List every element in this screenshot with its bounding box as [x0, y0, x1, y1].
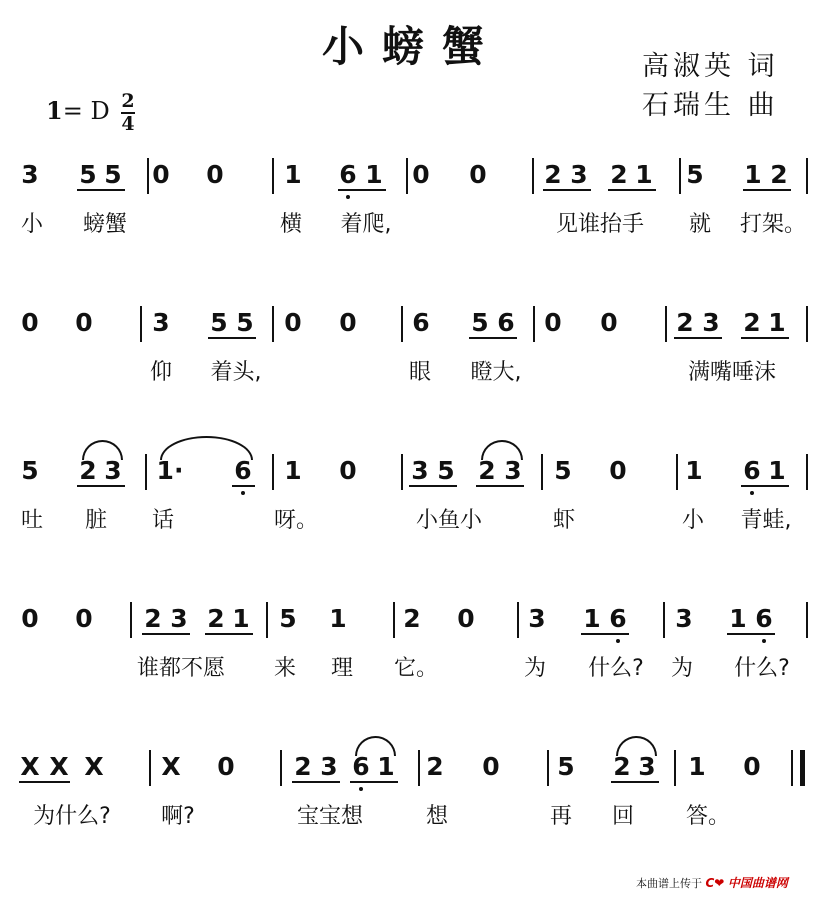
note: 0	[544, 308, 562, 337]
beam-underline	[611, 781, 659, 783]
note: 1	[744, 160, 762, 189]
note: X	[49, 752, 69, 781]
note: 6	[755, 604, 773, 633]
note: 0	[152, 160, 170, 189]
beam-underline	[208, 337, 256, 339]
slur	[616, 736, 657, 756]
bar-line	[547, 750, 549, 786]
note: 2	[426, 752, 444, 781]
note: 5	[104, 160, 122, 189]
lyric: 见谁抬手	[555, 212, 645, 237]
note: 5	[554, 456, 572, 485]
slur	[355, 736, 396, 756]
lyric: 螃蟹	[82, 212, 128, 237]
lyric: 瞪大,	[470, 360, 522, 385]
note: 2	[144, 604, 162, 633]
octave-dot	[346, 195, 350, 199]
note: X	[161, 752, 181, 781]
bar-line	[272, 158, 274, 194]
note: 3	[675, 604, 693, 633]
lyric: 脏	[84, 508, 108, 533]
note: 6	[352, 752, 370, 781]
beam-underline	[77, 189, 125, 191]
beam-underline	[469, 337, 517, 339]
bar-line	[140, 306, 142, 342]
bar-line	[679, 158, 681, 194]
lyric: 想	[425, 804, 449, 829]
note: 3	[638, 752, 656, 781]
bar-line	[406, 158, 408, 194]
slur	[82, 440, 123, 460]
beam-underline	[741, 337, 789, 339]
lyric: 小	[20, 212, 44, 237]
beam-underline	[232, 485, 255, 487]
note: 0	[21, 308, 39, 337]
lyric: 仰	[149, 360, 173, 385]
lyric: 虾	[552, 508, 576, 533]
note: X	[84, 752, 104, 781]
beam-underline	[77, 485, 125, 487]
lyric: 就	[688, 212, 712, 237]
note: 3	[21, 160, 39, 189]
octave-dot	[616, 639, 620, 643]
note: 0	[743, 752, 761, 781]
bar-line	[674, 750, 676, 786]
bar-line	[533, 306, 535, 342]
lyric: 它。	[393, 656, 439, 681]
note: 6	[339, 160, 357, 189]
note: 0	[75, 308, 93, 337]
beam-underline	[292, 781, 340, 783]
note: 6	[609, 604, 627, 633]
lyric: 吐	[20, 508, 44, 533]
note: 2	[478, 456, 496, 485]
note: 1	[284, 160, 302, 189]
note: 0	[284, 308, 302, 337]
song-title: 小螃蟹	[321, 22, 502, 71]
note: 0	[21, 604, 39, 633]
note: 2	[676, 308, 694, 337]
bar-line	[806, 602, 808, 638]
octave-dot	[762, 639, 766, 643]
note: 0	[457, 604, 475, 633]
lyric: 青蛙,	[740, 508, 792, 533]
bar-line	[806, 306, 808, 342]
time-signature: 2 4	[121, 90, 135, 135]
lyric: 小	[681, 508, 705, 533]
beam-underline	[19, 781, 70, 783]
bar-line	[145, 454, 147, 490]
note: 2	[403, 604, 421, 633]
note: 0	[482, 752, 500, 781]
lyric: 理	[330, 656, 354, 681]
slur	[481, 440, 523, 460]
lyric: 为什么?	[33, 804, 111, 829]
note: 1	[365, 160, 383, 189]
note: 1	[768, 308, 786, 337]
note: X	[20, 752, 40, 781]
note: 1	[377, 752, 395, 781]
note: 5	[236, 308, 254, 337]
bar-line	[791, 750, 793, 786]
bar-line	[147, 158, 149, 194]
note: 5	[437, 456, 455, 485]
beam-underline	[674, 337, 722, 339]
lyric: 话	[151, 508, 175, 533]
lyric: 小鱼小	[415, 508, 483, 533]
lyric: 回	[611, 804, 635, 829]
beam-underline	[338, 189, 386, 191]
bar-line	[517, 602, 519, 638]
beam-underline	[727, 633, 775, 635]
bar-line	[806, 454, 808, 490]
bar-line	[149, 750, 151, 786]
note: 1	[729, 604, 747, 633]
bar-line	[401, 454, 403, 490]
note: 5	[21, 456, 39, 485]
bar-line	[418, 750, 420, 786]
note: 5	[279, 604, 297, 633]
note: 5	[686, 160, 704, 189]
bar-line	[806, 158, 808, 194]
note: 1	[329, 604, 347, 633]
beam-underline	[409, 485, 457, 487]
note: 6	[234, 456, 252, 485]
lyric: 为	[670, 656, 694, 681]
beam-underline	[142, 633, 190, 635]
beam-underline	[205, 633, 253, 635]
note: 1	[232, 604, 250, 633]
note: 3	[528, 604, 546, 633]
lyric: 谁都不愿	[136, 656, 226, 681]
note: 3	[104, 456, 122, 485]
note: 2	[294, 752, 312, 781]
note: 6	[412, 308, 430, 337]
bar-line	[532, 158, 534, 194]
note: 2	[770, 160, 788, 189]
note: 1·	[156, 456, 184, 485]
lyric: 宝宝想	[296, 804, 364, 829]
note: 2	[544, 160, 562, 189]
bar-line	[272, 454, 274, 490]
note: 0	[206, 160, 224, 189]
lyric: 啊?	[161, 804, 195, 829]
bar-line	[663, 602, 665, 638]
bar-line	[665, 306, 667, 342]
beam-underline	[476, 485, 524, 487]
beam-underline	[743, 189, 791, 191]
lyric: 着爬,	[340, 212, 392, 237]
final-bar-line	[800, 750, 805, 786]
note: 1	[768, 456, 786, 485]
lyric: 答。	[685, 804, 731, 829]
note: 0	[339, 308, 357, 337]
key-signature: 1= D	[46, 96, 110, 125]
note: 3	[320, 752, 338, 781]
note: 0	[609, 456, 627, 485]
note: 5	[210, 308, 228, 337]
slur	[160, 436, 253, 460]
note: 0	[217, 752, 235, 781]
lyric: 再	[549, 804, 573, 829]
lyric: 来	[273, 656, 297, 681]
note: 0	[339, 456, 357, 485]
note: 2	[743, 308, 761, 337]
lyric: 什么?	[588, 656, 644, 681]
bar-line	[541, 454, 543, 490]
beam-underline	[581, 633, 629, 635]
note: 3	[152, 308, 170, 337]
note: 1	[685, 456, 703, 485]
note: 1	[635, 160, 653, 189]
composer-credit: 石瑞生 曲	[642, 90, 779, 121]
note: 2	[79, 456, 97, 485]
beam-underline	[608, 189, 656, 191]
lyric: 为	[523, 656, 547, 681]
note: 5	[471, 308, 489, 337]
note: 3	[570, 160, 588, 189]
note: 1	[583, 604, 601, 633]
lyric: 呀。	[273, 508, 319, 533]
watermark: 本曲谱上传于 C❤ 中国曲谱网	[636, 876, 788, 890]
note: 0	[469, 160, 487, 189]
note: 5	[79, 160, 97, 189]
bar-line	[130, 602, 132, 638]
note: 3	[504, 456, 522, 485]
note: 3	[702, 308, 720, 337]
site-logo-icon: C❤	[705, 876, 725, 890]
note: 0	[412, 160, 430, 189]
octave-dot	[359, 787, 363, 791]
lyric: 打架。	[739, 212, 807, 237]
bar-line	[401, 306, 403, 342]
lyric: 横	[279, 212, 303, 237]
octave-dot	[241, 491, 245, 495]
note: 6	[743, 456, 761, 485]
lyricist-credit: 高淑英 词	[642, 51, 779, 82]
note: 3	[411, 456, 429, 485]
note: 2	[207, 604, 225, 633]
note: 1	[688, 752, 706, 781]
bar-line	[266, 602, 268, 638]
lyric: 眼	[408, 360, 432, 385]
lyric: 满嘴唾沫	[687, 360, 777, 385]
bar-line	[676, 454, 678, 490]
beam-underline	[543, 189, 591, 191]
lyric: 着头,	[210, 360, 262, 385]
note: 3	[170, 604, 188, 633]
note: 5	[557, 752, 575, 781]
bar-line	[393, 602, 395, 638]
lyric: 什么?	[734, 656, 790, 681]
bar-line	[272, 306, 274, 342]
note: 2	[613, 752, 631, 781]
beam-underline	[741, 485, 789, 487]
note: 6	[497, 308, 515, 337]
note: 0	[75, 604, 93, 633]
note: 1	[284, 456, 302, 485]
bar-line	[280, 750, 282, 786]
beam-underline	[350, 781, 398, 783]
octave-dot	[750, 491, 754, 495]
note: 2	[610, 160, 628, 189]
note: 0	[600, 308, 618, 337]
